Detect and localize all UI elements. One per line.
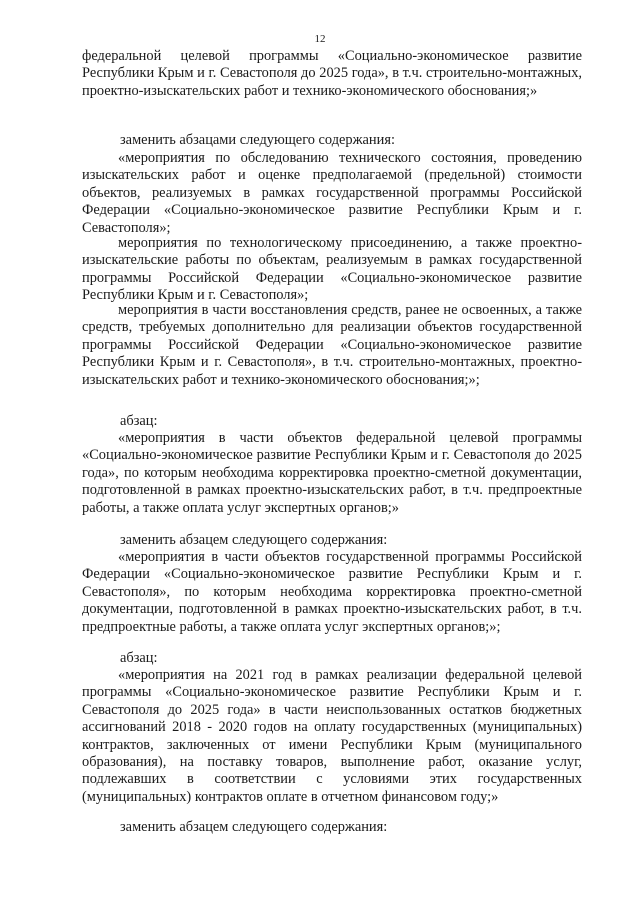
paragraph-text: федеральной целевой программы «Социально-экономическое развитие Республики Крым и г. Севастополя до 2025 года», в т.ч. строительно-монтажных, проектно-изыскательских работ и технико-экономического обоснования;» bbox=[82, 48, 582, 99]
paragraph-text: мероприятия по технологическому присоединению, а также проектно-изыскательские работы по объектам, реализуемым в рамках государственной программы Российской Федерации «Социально-экономическое развитие Республики Крым и г. Севастополя»; bbox=[82, 235, 582, 304]
paragraph-text: заменить абзацем следующего содержания: bbox=[120, 532, 388, 548]
paragraph-gp-objects bbox=[82, 549, 582, 636]
paragraph-replace-label bbox=[82, 132, 582, 149]
paragraph-fcp-objects bbox=[82, 430, 582, 517]
paragraph-text: абзац: bbox=[120, 413, 158, 429]
paragraph-2021-measures bbox=[82, 667, 582, 806]
paragraph-replace-label bbox=[82, 532, 582, 549]
paragraph-continuation bbox=[82, 48, 582, 100]
paragraph-text: «мероприятия по обследованию технического состояния, проведению изыскательских работ и оценке предполагаемой (предельной) стоимости объектов, реализуемых в рамках государственной программы Российской Федерации «Социально-экономическое развитие Республики Крым и г. Севастополя»; bbox=[82, 150, 582, 236]
paragraph-abzac-label bbox=[82, 413, 582, 430]
paragraph-text: «мероприятия в части объектов государственной программы Российской Федерации «Социально-экономическое развитие Республики Крым и г. Севастополя», по которым необходима корректировка проектно-сметной документации, подготовленной в рамках проектно-изыскательских работ, в т.ч. предпроектные работы, а также оплата услуг экспертных органов;»; bbox=[82, 549, 582, 635]
paragraph-survey-measures bbox=[82, 150, 582, 237]
paragraph-connection-measures bbox=[82, 235, 582, 305]
paragraph-text: абзац: bbox=[120, 650, 158, 666]
page-number: 12 bbox=[314, 33, 326, 45]
paragraph-text: заменить абзацами следующего содержания: bbox=[120, 132, 395, 148]
paragraph-restoration-measures bbox=[82, 302, 582, 389]
paragraph-text: заменить абзацем следующего содержания: bbox=[120, 819, 388, 835]
paragraph-replace-label bbox=[82, 819, 582, 836]
paragraph-text: «мероприятия на 2021 год в рамках реализации федеральной целевой программы «Социально-экономическое развитие Республики Крым и г. Севастополя до 2025 года» в части неиспользованных остатков бюджетных ассигнований 2018 - 2020 годов на оплату государственных (муниципальных) контрактов, заключенных от имени Республики Крым (муниципального образования), на поставку товаров, выполнение работ, оказание услуг, подлежавших в соответствии с условиями этих государственных (муниципальных) контрактов оплате в отчетном финансовом году;» bbox=[82, 667, 582, 805]
paragraph-text: мероприятия в части восстановления средств, ранее не освоенных, а также средств, требуемых дополнительно для реализации объектов государственной программы Российской Федерации «Социально-экономическое развитие Республики Крым и г. Севастополя», в т.ч. строительно-монтажных, проектно-изыскательских работ и технико-экономического обоснования;»; bbox=[82, 302, 582, 388]
paragraph-abzac-label bbox=[82, 650, 582, 667]
paragraph-text: «мероприятия в части объектов федеральной целевой программы «Социально-экономическое развитие Республики Крым и г. Севастополя до 2025 года», по которым необходима корректировка проектно-сметной документации, подготовленной в рамках проектно-изыскательских работ, в т.ч. предпроектные работы, а также оплата услуг экспертных органов;» bbox=[82, 430, 582, 516]
